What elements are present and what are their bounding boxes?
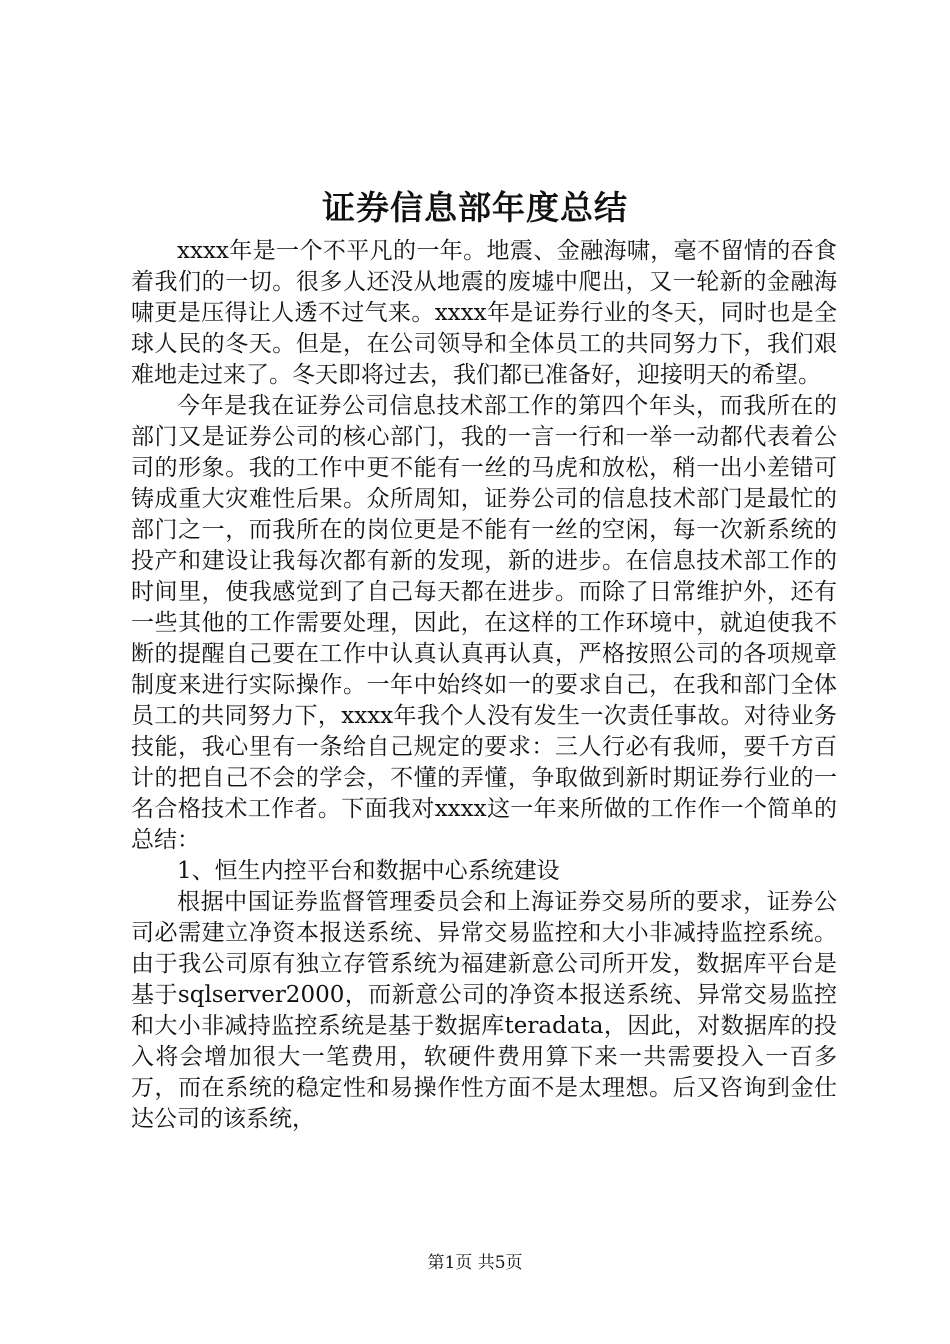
document-body (131, 236, 837, 1135)
paragraph-intro: xxxx年是一个不平凡的一年。地震、金融海啸，毫不留情的吞食着我们的一切。很多人还没从地震的废墟中爬出，又一轮新的金融海啸更是压得让人透不过气来。xxxx年是证券行业的冬天，同时也是全球人民的冬天。但是，在公司领导和全体员工的共同努力下，我们艰难地走过来了。冬天即将过去，我们都已准备好，迎接明天的希望。 (131, 238, 837, 388)
paragraph-section-1: 根据中国证券监督管理委员会和上海证券交易所的要求，证券公司必需建立净资本报送系统、异常交易监控和大小非减持监控系统。由于我公司原有独立存管系统为福建新意公司所开发，数据库平台是基于sqlserver2000，而新意公司的净资本报送系统、异常交易监控和大小非减持监控系统是基于数据库teradata，因此，对数据库的投入将会增加很大一笔费用，软硬件费用算下来一共需要投入一百多万，而在系统的稳定性和易操作性方面不是太理想。后又咨询到金仕达公司的该系统， (131, 889, 837, 1132)
paragraph-work-summary: 今年是我在证券公司信息技术部工作的第四个年头，而我所在的部门又是证券公司的核心部门，我的一言一行和一举一动都代表着公司的形象。我的工作中更不能有一丝的马虎和放松，稍一出小差错可铸成重大灾难性后果。众所周知，证券公司的信息技术部门是最忙的部门之一，而我所在的岗位更是不能有一丝的空闲，每一次新系统的投产和建设让我每次都有新的发现，新的进步。在信息技术部工作的时间里，使我感觉到了自己每天都在进步。而除了日常维护外，还有一些其他的工作需要处理，因此，在这样的工作环境中，就迫使我不断的提醒自己要在工作中认真认真再认真，严格按照公司的各项规章制度来进行实际操作。一年中始终如一的要求自己，在我和部门全体员工的共同努力下，xxxx年我个人没有发生一次责任事故。对待业务技能，我心里有一条给自己规定的要求：三人行必有我师，要千方百计的把自己不会的学会，不懂的弄懂，争取做到新时期证券行业的一名合格技术工作者。下面我对xxxx这一年来所做的工作作一个简单的总结： (131, 393, 837, 853)
page-title: 证券信息部年度总结 (322, 188, 628, 227)
page-number-footer: 第1页 共5页 (427, 1253, 523, 1273)
section-heading-1: 1、恒生内控平台和数据中心系统建设 (177, 858, 560, 884)
